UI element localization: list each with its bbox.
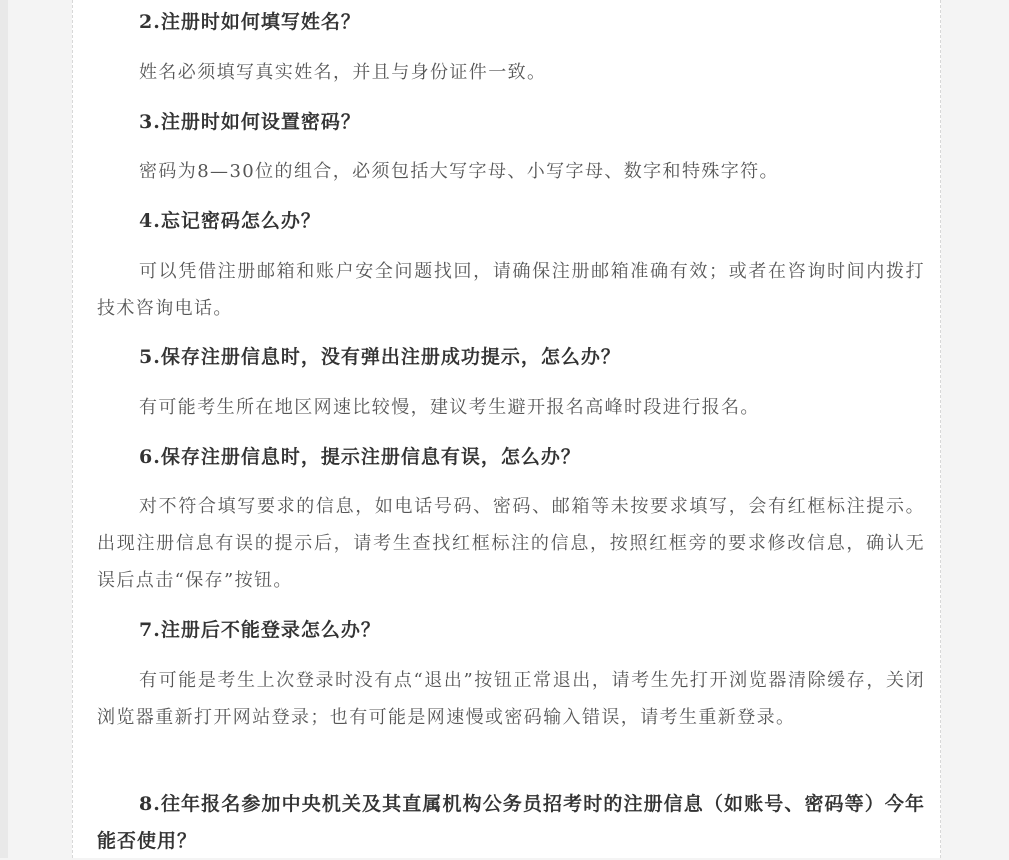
faq-question-4: 4.忘记密码怎么办？ xyxy=(139,210,321,232)
article-panel xyxy=(72,0,941,858)
faq-answer-5: 有可能考生所在地区网速比较慢，建议考生避开报名高峰时段进行报名。 xyxy=(139,397,760,418)
faq-question-5: 5.保存注册信息时，没有弹出注册成功提示，怎么办？ xyxy=(139,346,621,368)
faq-question-8: 8.往年报名参加中央机关及其直属机构公务员招考时的注册信息（如账号、密码等）今年能否使用？ xyxy=(97,793,925,852)
faq-question-2: 2.注册时如何填写姓名？ xyxy=(139,11,361,33)
left-scroll-edge xyxy=(0,0,8,858)
faq-answer-6: 对不符合填写要求的信息，如电话号码、密码、邮箱等未按要求填写，会有红框标注提示。出现注册信息有误的提示后，请考生查找红框标注的信息，按照红框旁的要求修改信息，确认无误后点击“保存”按钮。 xyxy=(97,496,925,591)
faq-question-3: 3.注册时如何设置密码？ xyxy=(139,111,361,133)
faq-answer-4: 可以凭借注册邮箱和账户安全问题找回，请确保注册邮箱准确有效；或者在咨询时间内拨打技术咨询电话。 xyxy=(97,261,925,319)
faq-answer-7: 有可能是考生上次登录时没有点“退出”按钮正常退出，请考生先打开浏览器清除缓存，关闭浏览器重新打开网站登录；也有可能是网速慢或密码输入错误，请考生重新登录。 xyxy=(97,670,925,728)
faq-answer-2: 姓名必须填写真实姓名，并且与身份证件一致。 xyxy=(139,62,547,83)
faq-question-6: 6.保存注册信息时，提示注册信息有误，怎么办？ xyxy=(139,446,581,468)
faq-question-7: 7.注册后不能登录怎么办？ xyxy=(139,619,381,641)
faq-answer-3: 密码为8—30位的组合，必须包括大写字母、小写字母、数字和特殊字符。 xyxy=(139,161,779,182)
